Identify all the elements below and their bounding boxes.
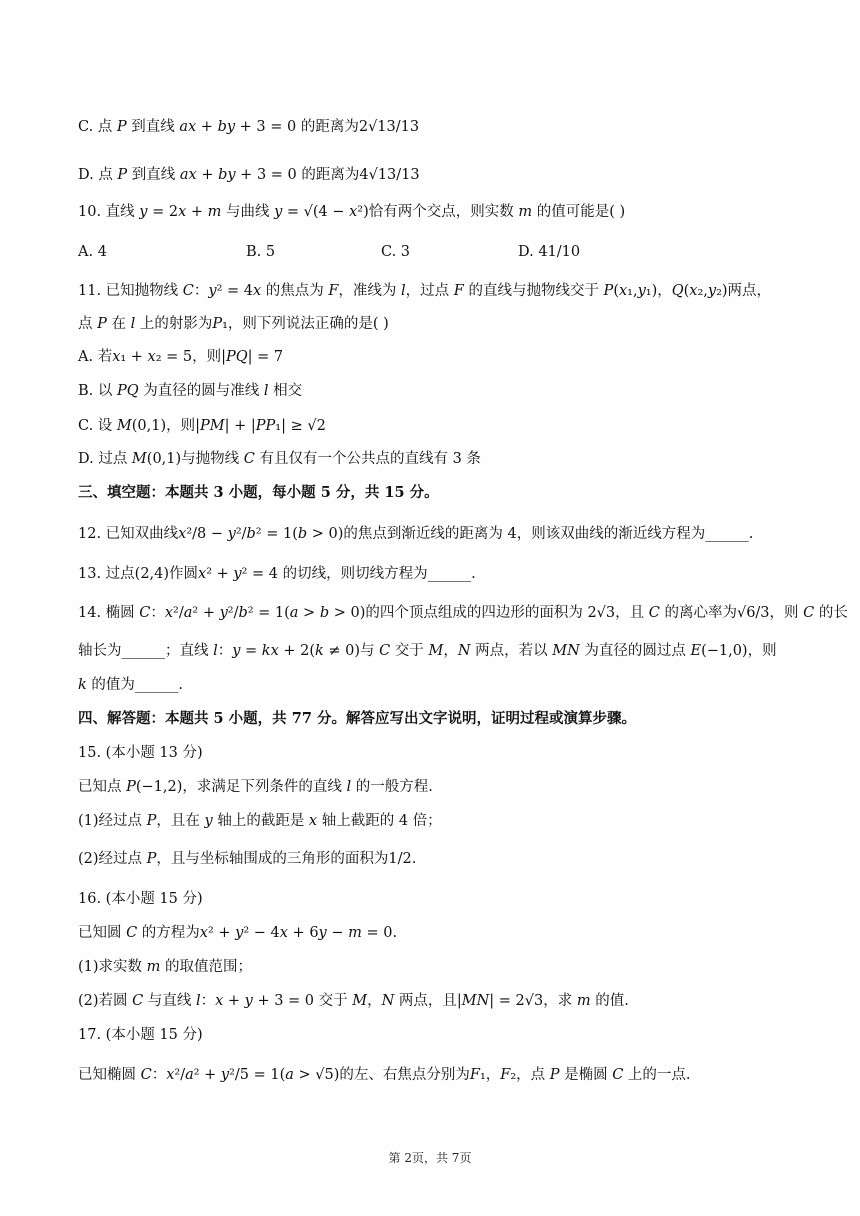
section-heading-fill-in: 三、填空题：本题共 3 小题，每小题 5 分，共 15 分。 (78, 484, 439, 501)
question-16-part-1: (1)求实数 𝑚 的取值范围； (78, 959, 253, 975)
question-17-title: 17. (本小题 15 分) (78, 1027, 203, 1043)
question-14: 14. 椭圆 𝐶：𝑥²/𝑎² + 𝑦²/𝑏² = 1(𝑎 > 𝑏 > 0)的四个顶点组成的四边形的面积为 2√3，且 𝐶 的离心率为√6/3，则 𝐶 的长 (78, 605, 848, 621)
page-footer: 第 2页，共 7页 (388, 1151, 472, 1165)
question-15-title: 15. (本小题 13 分) (78, 745, 203, 761)
question-10: 10. 直线 𝑦 = 2𝑥 + 𝑚 与曲线 𝑦 = √(4 − 𝑥²)恰有两个交点，则实数 𝑚 的值可能是( ) (78, 204, 626, 220)
q11-option-d: D. 过点 𝑀(0,1)与抛物线 𝐶 有且仅有一个公共点的直线有 3 条 (78, 451, 481, 467)
question-16-part-2: (2)若圆 𝐶 与直线 𝑙：𝑥 + 𝑦 + 3 = 0 交于 𝑀，𝑁 两点，且|𝑀𝑁| = 2√3，求 𝑚 的值. (78, 993, 629, 1009)
q10-option-b: B. 5 (246, 244, 276, 260)
question-15-part-2: (2)经过点 𝑃，且与坐标轴围成的三角形的面积为1/2. (78, 851, 417, 867)
q11-option-c: C. 设 𝑀(0,1)，则|𝑃𝑀| + |𝑃𝑃₁| ≥ √2 (78, 418, 326, 434)
section-heading-solutions: 四、解答题：本题共 5 小题，共 77 分。解答应写出文字说明，证明过程或演算步骤。 (78, 710, 636, 727)
line-9d: D. 点 𝑃 到直线 𝑎𝑥 + 𝑏𝑦 + 3 = 0 的距离为4√13/13 (78, 167, 420, 183)
question-13: 13. 过点(2,4)作圆𝑥² + 𝑦² = 4 的切线，则切线方程为______. (78, 566, 476, 582)
question-11: 11. 已知抛物线 𝐶：𝑦² = 4𝑥 的焦点为 𝐹，准线为 𝑙，过点 𝐹 的直线与抛物线交于 𝑃(𝑥₁,𝑦₁)，𝑄(𝑥₂,𝑦₂)两点， (78, 283, 772, 299)
question-15-stem: 已知点 𝑃(−1,2)，求满足下列条件的直线 𝑙 的一般方程. (78, 779, 433, 795)
q10-option-d: D. 41/10 (518, 244, 581, 260)
question-12: 12. 已知双曲线𝑥²/8 − 𝑦²/𝑏² = 1(𝑏 > 0)的焦点到渐近线的距离为 4，则该双曲线的渐近线方程为______. (78, 526, 754, 542)
q11-option-a: A. 若𝑥₁ + 𝑥₂ = 5，则|𝑃𝑄| = 7 (78, 349, 284, 365)
question-14-cont-1: 轴长为______；直线 𝑙：𝑦 = 𝑘𝑥 + 2(𝑘 ≠ 0)与 𝐶 交于 𝑀，𝑁 两点，若以 𝑀𝑁 为直径的圆过点 𝐸(−1,0)，则 (78, 643, 777, 659)
question-11-cont: 点 𝑃 在 𝑙 上的射影为𝑃₁，则下列说法正确的是( ) (78, 316, 389, 332)
question-16-stem: 已知圆 𝐶 的方程为𝑥² + 𝑦² − 4𝑥 + 6𝑦 − 𝑚 = 0. (78, 925, 398, 941)
question-17-stem: 已知椭圆 𝐶：𝑥²/𝑎² + 𝑦²/5 = 1(𝑎 > √5)的左、右焦点分别为𝐹₁，𝐹₂，点 𝑃 是椭圆 𝐶 上的一点. (78, 1067, 691, 1083)
question-16-title: 16. (本小题 15 分) (78, 891, 203, 907)
q11-option-b: B. 以 𝑃𝑄 为直径的圆与准线 𝑙 相交 (78, 383, 303, 399)
question-14-cont-2: 𝑘 的值为______. (78, 677, 184, 693)
line-9c: C. 点 𝑃 到直线 𝑎𝑥 + 𝑏𝑦 + 3 = 0 的距离为2√13/13 (78, 119, 420, 135)
q10-option-c: C. 3 (381, 244, 411, 260)
q10-option-a: A. 4 (78, 244, 107, 260)
question-15-part-1: (1)经过点 𝑃，且在 𝑦 轴上的截距是 𝑥 轴上截距的 4 倍； (78, 813, 442, 829)
